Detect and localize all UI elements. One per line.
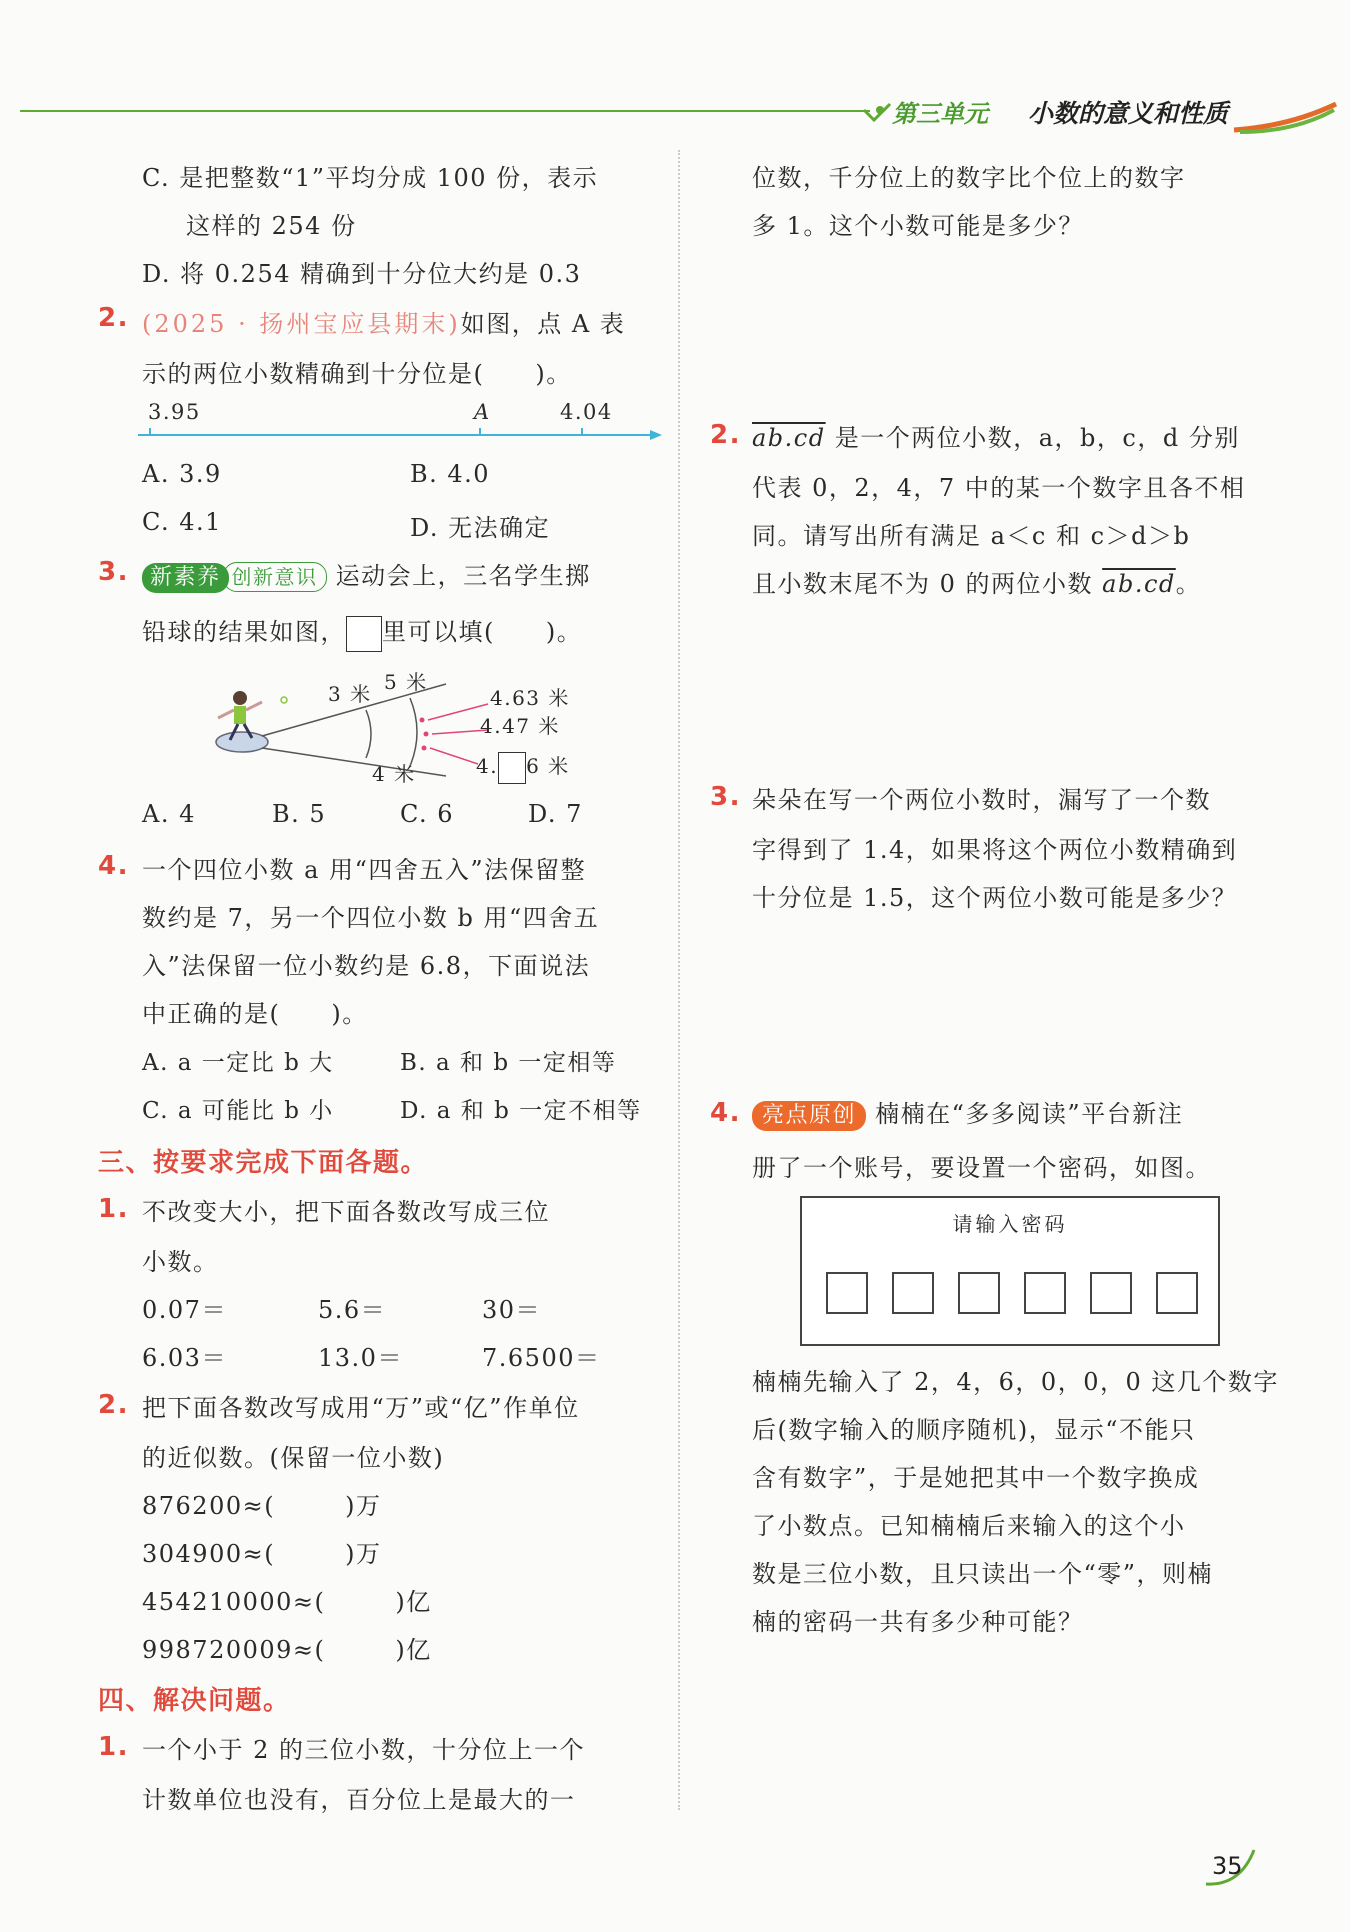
q2-line2: 示的两位小数精确到十分位是( )。 bbox=[142, 360, 572, 388]
q2-option-a: A. 3.9 bbox=[142, 460, 222, 488]
q2-option-b: B. 4.0 bbox=[410, 460, 491, 488]
rewrite-item: 13.0＝ bbox=[318, 1344, 403, 1372]
q4-option-c: C. a 可能比 b 小 bbox=[142, 1098, 334, 1124]
q4-line1: 一个四位小数 a 用“四舍五入”法保留整 bbox=[142, 856, 587, 884]
approx-left: 454210000≈( bbox=[142, 1588, 326, 1616]
fig-label-5m: 5 米 bbox=[384, 670, 428, 694]
rewrite-item: 30＝ bbox=[482, 1296, 542, 1324]
s4-q4-line5: 含有数字”，于是她把其中一个数字换成 bbox=[752, 1464, 1200, 1492]
fig-label-447: 4.47 米 bbox=[480, 714, 560, 738]
rewrite-item: 0.07＝ bbox=[142, 1296, 227, 1324]
s4-q1-line1: 一个小于 2 的三位小数，十分位上一个 bbox=[142, 1736, 586, 1764]
password-slot[interactable] bbox=[1024, 1272, 1066, 1314]
q4-line3: 入”法保留一位小数约是 6.8，下面说法 bbox=[142, 952, 591, 980]
s4-q4-line4: 后(数字输入的顺序随机)，显示“不能只 bbox=[752, 1416, 1196, 1444]
rewrite-item: 5.6＝ bbox=[318, 1296, 387, 1324]
password-slot[interactable] bbox=[958, 1272, 1000, 1314]
number-line-right-label: 4.04 bbox=[560, 400, 613, 424]
s4-q2-line4 bbox=[752, 564, 1201, 599]
q4-option-a: A. a 一定比 b 大 bbox=[142, 1050, 334, 1076]
innovation-badge: 创新意识 bbox=[223, 562, 327, 592]
swoosh-icon bbox=[1230, 96, 1340, 142]
q3-line2 bbox=[142, 612, 582, 652]
q2-option-d: D. 无法确定 bbox=[410, 514, 551, 542]
s4-q2-text4-end: 。 bbox=[1175, 570, 1202, 598]
q3-line1 bbox=[142, 556, 591, 593]
s4-q4-number: 4. bbox=[710, 1098, 741, 1128]
approx-unit: )万 bbox=[345, 1540, 382, 1568]
s4-q1-line4: 多 1。这个小数可能是多少？ bbox=[752, 212, 1084, 240]
s3-q1-number: 1. bbox=[98, 1194, 129, 1224]
fig-label-463: 4.63 米 bbox=[490, 686, 570, 710]
header-rule bbox=[20, 110, 870, 112]
original-highlight-badge: 亮点原创 bbox=[752, 1101, 866, 1131]
s3-q2-line1: 把下面各数改写成用“万”或“亿”作单位 bbox=[142, 1394, 580, 1422]
column-divider bbox=[678, 150, 680, 1810]
s4-q2-line3: 同。请写出所有满足 a＜c 和 c＞d＞b bbox=[752, 522, 1191, 550]
s4-q2-text4: 且小数末尾不为 0 的两位小数 bbox=[752, 570, 1094, 598]
s4-q2-line1 bbox=[752, 418, 1240, 453]
leaf-icon bbox=[862, 100, 892, 128]
q3-option-d: D. 7 bbox=[528, 800, 583, 828]
number-line-point-a: A bbox=[474, 400, 491, 424]
s4-q2-line2: 代表 0，2，4，7 中的某一个数字且各不相 bbox=[752, 474, 1246, 502]
approx-unit: )亿 bbox=[395, 1588, 432, 1616]
q2-option-c: C. 4.1 bbox=[142, 508, 222, 536]
q3-option-b: B. 5 bbox=[272, 800, 327, 828]
password-dialog bbox=[800, 1196, 1220, 1346]
approx-item bbox=[142, 1486, 381, 1521]
q3-option-a: A. 4 bbox=[142, 800, 196, 828]
q2-number: 2. bbox=[98, 303, 129, 333]
q2-text1: 如图，点 A 表 bbox=[460, 310, 626, 338]
fig-blank-box bbox=[498, 752, 526, 784]
abcd-overline: ab.cd bbox=[1102, 570, 1176, 598]
q3-text2b: 里可以填( )。 bbox=[382, 618, 583, 646]
approx-left: 876200≈( bbox=[142, 1492, 276, 1520]
q3-text2a: 铅球的结果如图， bbox=[142, 618, 346, 646]
password-slot[interactable] bbox=[892, 1272, 934, 1314]
chapter-title: 小数的意义和性质 bbox=[1028, 99, 1229, 128]
q4-line4: 中正确的是( )。 bbox=[142, 1000, 368, 1028]
s4-q3-line3: 十分位是 1.5，这个两位小数可能是多少？ bbox=[752, 884, 1238, 912]
fig-label-6m: 6 米 bbox=[526, 754, 570, 778]
s4-q1-number: 1. bbox=[98, 1732, 129, 1762]
q1-option-c-line2: 这样的 254 份 bbox=[186, 212, 357, 240]
q2-line1 bbox=[142, 304, 625, 339]
q4-number: 4. bbox=[98, 851, 129, 881]
s4-q1-line3: 位数，千分位上的数字比个位上的数字 bbox=[752, 164, 1186, 192]
q4-option-d: D. a 和 b 一定不相等 bbox=[400, 1098, 642, 1124]
section4-title: 四、解决问题。 bbox=[98, 1686, 291, 1716]
s3-q1-line1: 不改变大小，把下面各数改写成三位 bbox=[142, 1198, 550, 1226]
approx-unit: )亿 bbox=[395, 1636, 432, 1664]
page-number: 35 bbox=[1212, 1852, 1243, 1880]
q3-option-c: C. 6 bbox=[400, 800, 455, 828]
q1-option-c-line1: C. 是把整数“1”平均分成 100 份，表示 bbox=[142, 164, 599, 192]
approx-item bbox=[142, 1534, 381, 1569]
section3-title: 三、按要求完成下面各题。 bbox=[98, 1148, 429, 1178]
fig-label-3m: 3 米 bbox=[328, 682, 372, 706]
approx-left: 998720009≈( bbox=[142, 1636, 326, 1664]
s4-q3-line2: 字得到了 1.4，如果将这个两位小数精确到 bbox=[752, 836, 1238, 864]
s4-q3-line1: 朵朵在写一个两位小数时，漏写了一个数 bbox=[752, 786, 1211, 814]
s4-q3-number: 3. bbox=[710, 782, 741, 812]
s4-q4-line1 bbox=[752, 1094, 1183, 1131]
approx-left: 304900≈( bbox=[142, 1540, 276, 1568]
s4-q1-line2: 计数单位也没有，百分位上是最大的一 bbox=[142, 1786, 576, 1814]
fig-label-4dot-text: 4. bbox=[476, 754, 499, 778]
s4-q4-line8: 楠的密码一共有多少种可能？ bbox=[752, 1608, 1084, 1636]
rewrite-item: 7.6500＝ bbox=[482, 1344, 601, 1372]
s3-q2-line2: 的近似数。(保留一位小数) bbox=[142, 1444, 445, 1472]
password-prompt: 请输入密码 bbox=[952, 1212, 1068, 1236]
rewrite-item: 6.03＝ bbox=[142, 1344, 227, 1372]
approx-item bbox=[142, 1582, 432, 1617]
s4-q4-line2: 册了一个账号，要设置一个密码，如图。 bbox=[752, 1154, 1211, 1182]
approx-item bbox=[142, 1630, 432, 1665]
q3-text1: 运动会上，三名学生掷 bbox=[335, 562, 591, 590]
abcd-overline: ab.cd bbox=[752, 424, 826, 452]
s4-q4-text1: 楠楠在“多多阅读”平台新注 bbox=[875, 1100, 1184, 1128]
password-slot[interactable] bbox=[1090, 1272, 1132, 1314]
q4-option-b: B. a 和 b 一定相等 bbox=[400, 1050, 617, 1076]
approx-unit: )万 bbox=[345, 1492, 382, 1520]
number-line-left-label: 3.95 bbox=[148, 400, 201, 424]
new-literacy-badge: 新素养 bbox=[142, 563, 229, 593]
q4-line2: 数约是 7，另一个四位小数 b 用“四舍五 bbox=[142, 904, 600, 932]
s3-q1-line2: 小数。 bbox=[142, 1248, 219, 1276]
fig-label-4m: 4 米 bbox=[372, 762, 416, 786]
q2-source: (2025 · 扬州宝应县期末) bbox=[142, 310, 461, 338]
unit-label: 第三单元 bbox=[892, 100, 988, 128]
s4-q4-line7: 数是三位小数，且只读出一个“零”，则楠 bbox=[752, 1560, 1214, 1588]
s4-q2-text1: 是一个两位小数，a，b，c，d 分别 bbox=[834, 424, 1240, 452]
s3-q2-number: 2. bbox=[98, 1390, 129, 1420]
q1-option-d: D. 将 0.254 精确到十分位大约是 0.3 bbox=[142, 260, 582, 288]
q3-number: 3. bbox=[98, 557, 129, 587]
password-slot[interactable] bbox=[1156, 1272, 1198, 1314]
fig-label-4dot bbox=[476, 750, 570, 784]
answer-box bbox=[346, 616, 382, 652]
s4-q4-line6: 了小数点。已知楠楠后来输入的这个小 bbox=[752, 1512, 1186, 1540]
s4-q2-number: 2. bbox=[710, 420, 741, 450]
s4-q4-line3: 楠楠先输入了 2，4，6，0，0，0 这几个数字 bbox=[752, 1368, 1279, 1396]
password-slot[interactable] bbox=[826, 1272, 868, 1314]
